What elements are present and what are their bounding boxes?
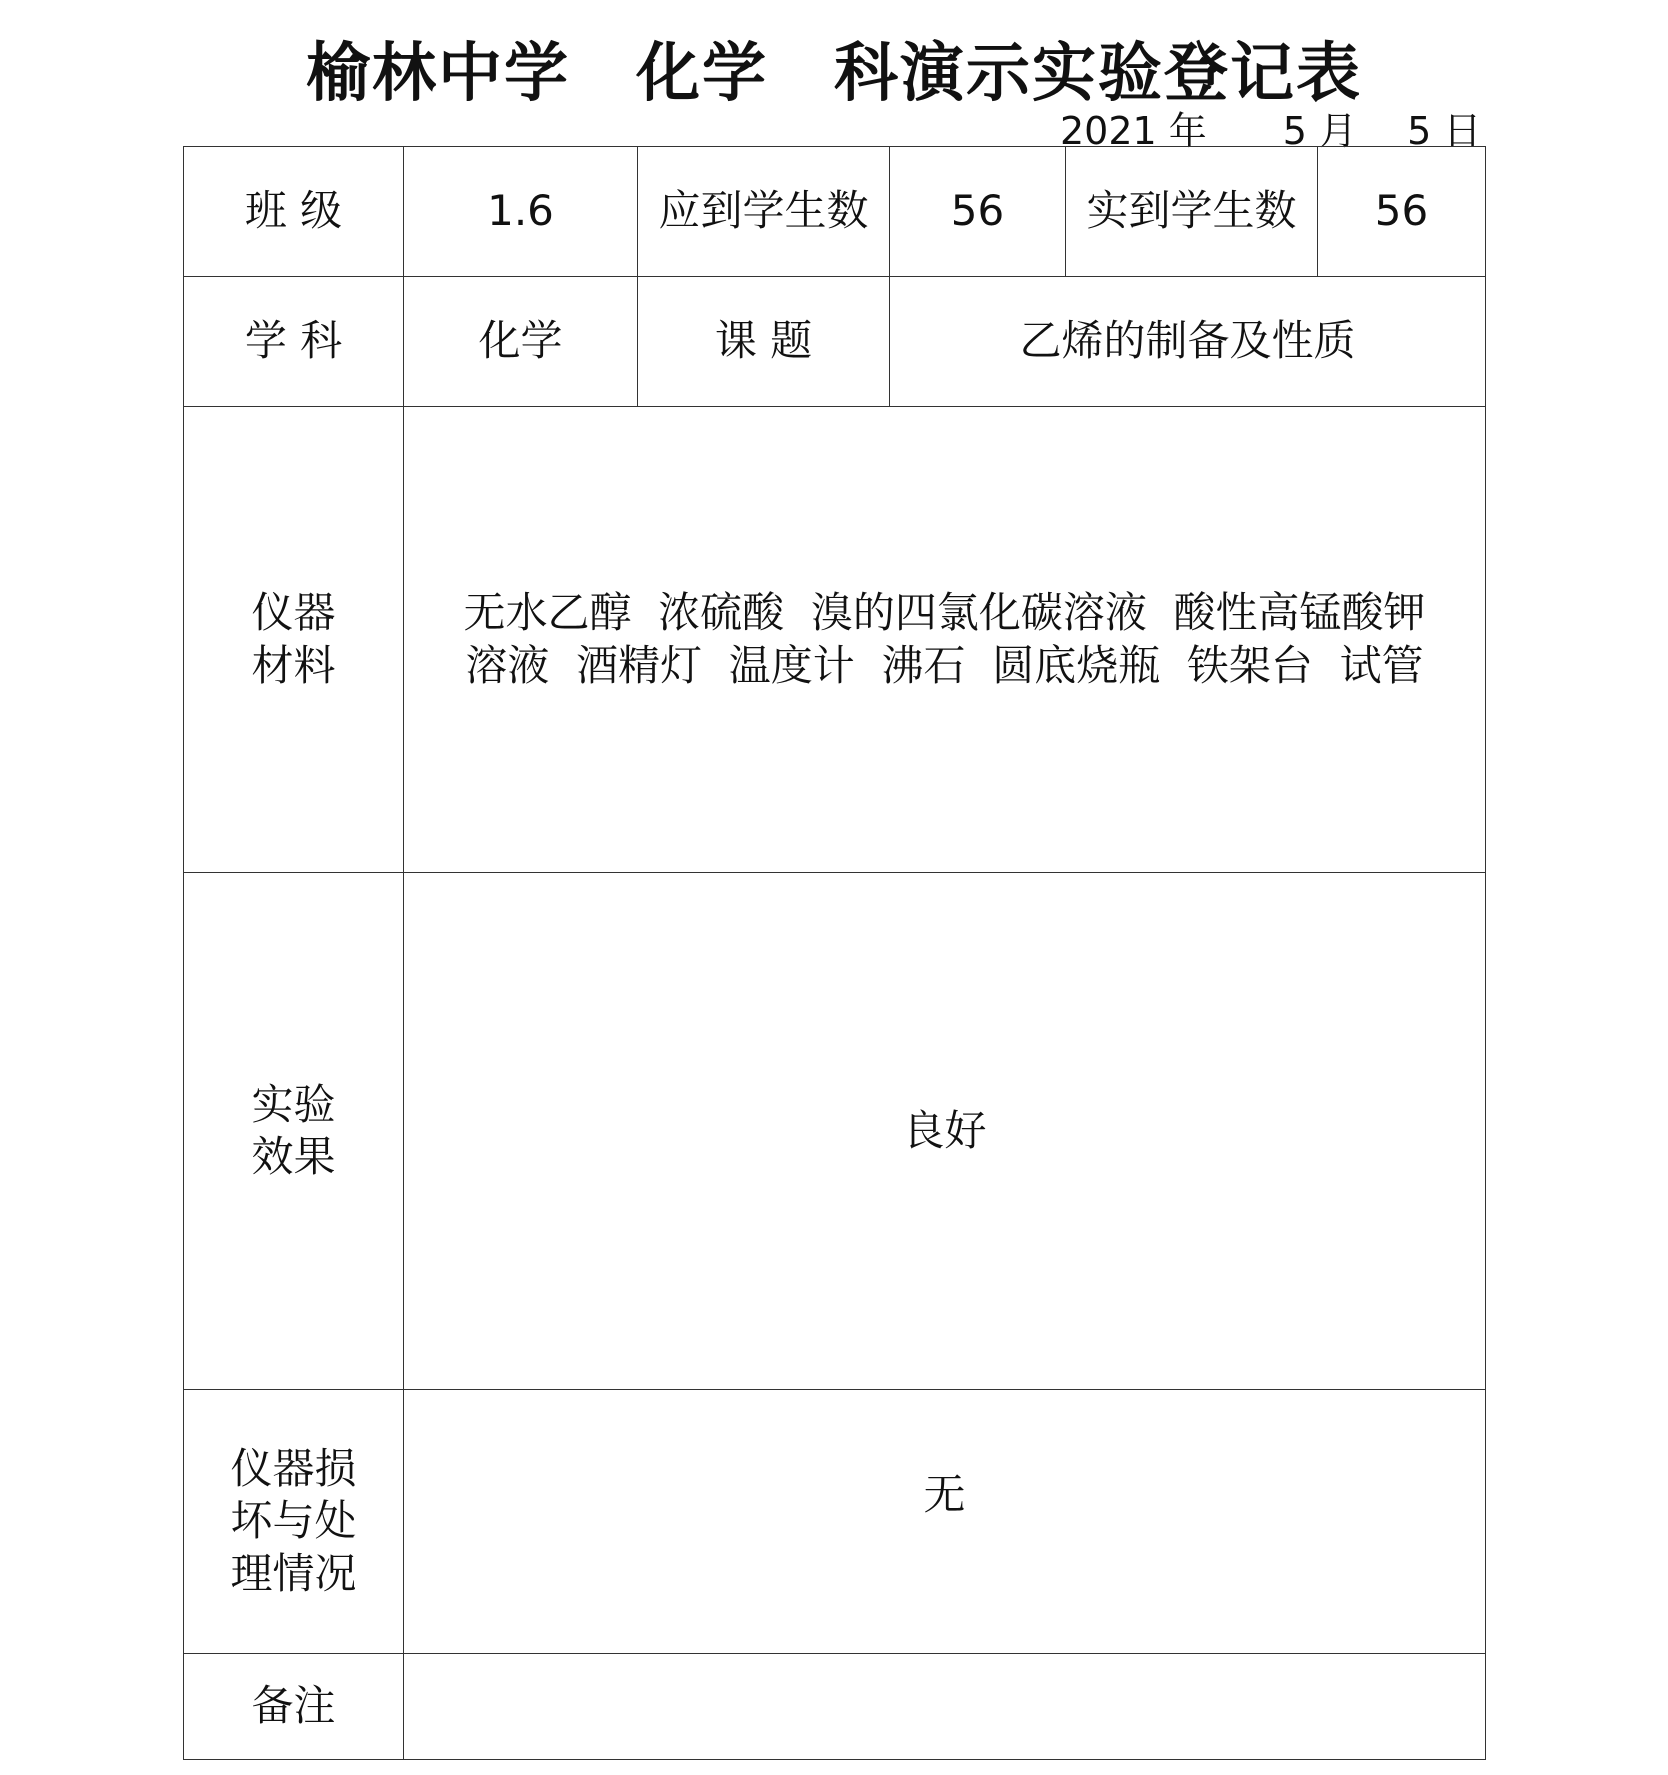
- table-row: [184, 873, 1486, 1390]
- damage-label-line2: 坏与处: [230, 1496, 357, 1546]
- page-title: 榆林中学 化学 科演示实验登记表: [306, 37, 1362, 111]
- class-label: 班 级: [184, 147, 404, 277]
- topic-value: 乙烯的制备及性质: [890, 277, 1486, 407]
- damage-label-line1: 仪器损: [230, 1443, 357, 1493]
- effect-label-line2: 效果: [251, 1132, 336, 1181]
- effect-value: 良好: [404, 873, 1486, 1390]
- actual-students-label: 实到学生数: [1066, 147, 1318, 277]
- materials-line2: 溶液 酒精灯 温度计 沸石 圆底烧瓶 铁架台 试管: [465, 640, 1424, 690]
- remarks-value: [404, 1654, 1486, 1760]
- remarks-label: 备注: [184, 1654, 404, 1760]
- effect-label: [184, 873, 404, 1390]
- materials-label-line2: 材料: [251, 640, 336, 690]
- materials-value: [404, 407, 1486, 873]
- damage-label: [184, 1390, 404, 1654]
- subject-value: 化学: [404, 277, 638, 407]
- expected-students-value: 56: [890, 147, 1066, 277]
- damage-value: 无: [404, 1390, 1486, 1654]
- materials-label-line1: 仪器: [251, 588, 336, 637]
- class-value: 1.6: [404, 147, 638, 277]
- effect-label-line1: 实验: [251, 1079, 336, 1129]
- damage-label-line3: 理情况: [230, 1548, 357, 1598]
- table-row: [184, 407, 1486, 873]
- topic-label: 课 题: [638, 277, 890, 407]
- subject-label: 学 科: [184, 277, 404, 407]
- materials-line1: 无水乙醇 浓硫酸 溴的四氯化碳溶液 酸性高锰酸钾: [463, 588, 1426, 637]
- actual-students-value: 56: [1318, 147, 1486, 277]
- table-row: [184, 147, 1486, 277]
- table-row: [184, 1390, 1486, 1654]
- record-date: 2021 年 5 月 5 日: [1060, 109, 1482, 153]
- table-row: [184, 277, 1486, 407]
- registration-table: [183, 146, 1486, 1760]
- table-row: [184, 1654, 1486, 1760]
- expected-students-label: 应到学生数: [638, 147, 890, 277]
- materials-label: [184, 407, 404, 873]
